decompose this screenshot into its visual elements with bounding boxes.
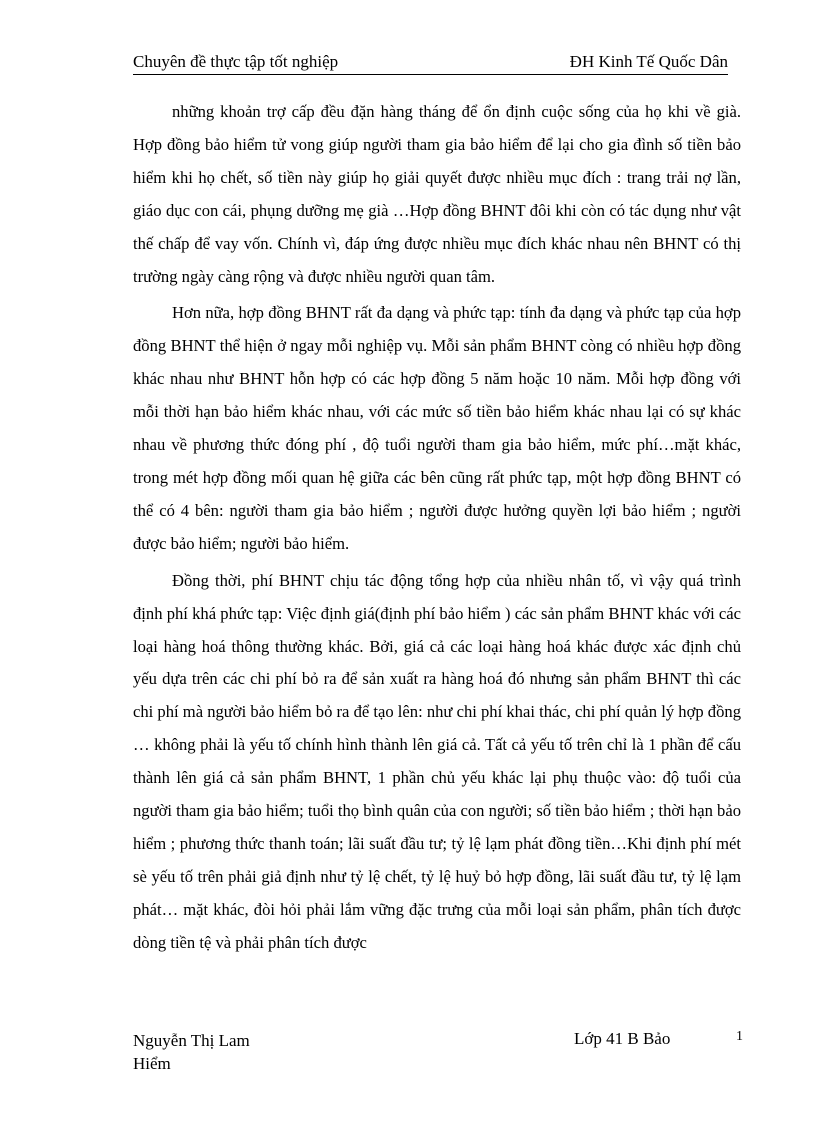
paragraph-2: Hơn nữa, hợp đồng BHNT rất đa dạng và phức tạp: tính đa dạng và phức tạp của hợp đồng BHNT thể hiện ở ngay mỗi nghiệp vụ. Mỗi sản phẩm BHNT còng có nhiều hợp đồng khác nhau như BHNT hỗn hợp có các hợp đồng 5 năm hoặc 10 năm. Mỗi hợp đồng với mỗi thời hạn bảo hiểm khác nhau, với các mức số tiền bảo hiểm khác nhau lại có sự khác nhau về phương thức đóng phí , độ tuổi người tham gia bảo hiểm, mức phí…mặt khác, trong mét hợp đồng mối quan hệ giữa các bên cũng rất phức tạp, một hợp đồng BHNT có thể có 4 bên: người tham gia bảo hiểm ; người được hưởng quyền lợi bảo hiểm ; người được bảo hiểm; người bảo hiểm.: [133, 303, 741, 553]
header-university-name: ĐH Kinh Tế Quốc Dân: [569, 52, 728, 71]
footer-class: Lớp 41 B Bảo: [574, 1029, 671, 1048]
footer-author: Nguyễn Thị Lam Hiểm: [133, 1031, 250, 1073]
document-body: [133, 96, 741, 964]
paragraph-1: những khoản trợ cấp đều đặn hàng tháng để ổn định cuộc sống của họ khi về già. Hợp đồng bảo hiểm tử vong giúp người tham gia bảo hiểm để lại cho gia đình số tiền bảo hiểm khi họ chết, số tiền này giúp họ giải quyết được nhiều mục đích : trang trải nợ lần, giáo dục con cái, phụng dưỡng mẹ già …Hợp đồng BHNT đôi khi còn có tác dụng như vật thế chấp để vay vốn. Chính vì, đáp ứng được nhiều mục đích khác nhau nên BHNT có thị trường ngày càng rộng và được nhiều người quan tâm.: [133, 102, 741, 286]
paragraph-3: Đồng thời, phí BHNT chịu tác động tổng hợp của nhiều nhân tố, vì vậy quá trình định phí khá phức tạp: Việc định giá(định phí bảo hiểm ) các sản phẩm BHNT khác với các loại hàng hoá thông thường khác. Bởi, giá cả các loại hàng hoá khác được xác định chủ yếu dựa trên các chi phí bỏ ra để sản xuất ra hàng hoá đó nhưng sản phẩm BHNT thì các chi phí mà người bảo hiểm bỏ ra để tạo lên: như chi phí khai thác, chi phí quản lý hợp đồng … không phải là yếu tố chính hình thành lên giá cả. Tất cả yếu tố trên chỉ là 1 phần để cấu thành lên giá cả sản phẩm BHNT, 1 phần chủ yếu khác lại phụ thuộc vào: độ tuổi của người tham gia bảo hiểm; tuổi thọ bình quân của con người; số tiền bảo hiểm ; thời hạn bảo hiểm ; phương thức thanh toán; lãi suất đầu tư; tỷ lệ lạm phát đồng tiền…Khi định phí mét sè yếu tố trên phải giả định như tỷ lệ chết, tỷ lệ huỷ bỏ hợp đồng, lãi suất đầu tư, tỷ lệ lạm phát… mặt khác, đòi hỏi phải lắm vững đặc trưng của mỗi loại sản phẩm, phân tích được dòng tiền tệ và phải phân tích được: [133, 570, 741, 952]
header-document-title: Chuyên đề thực tập tốt nghiệp: [133, 52, 339, 71]
page-footer: [133, 1029, 743, 1079]
page-number: 1: [736, 1029, 743, 1044]
page-header: [133, 50, 728, 75]
